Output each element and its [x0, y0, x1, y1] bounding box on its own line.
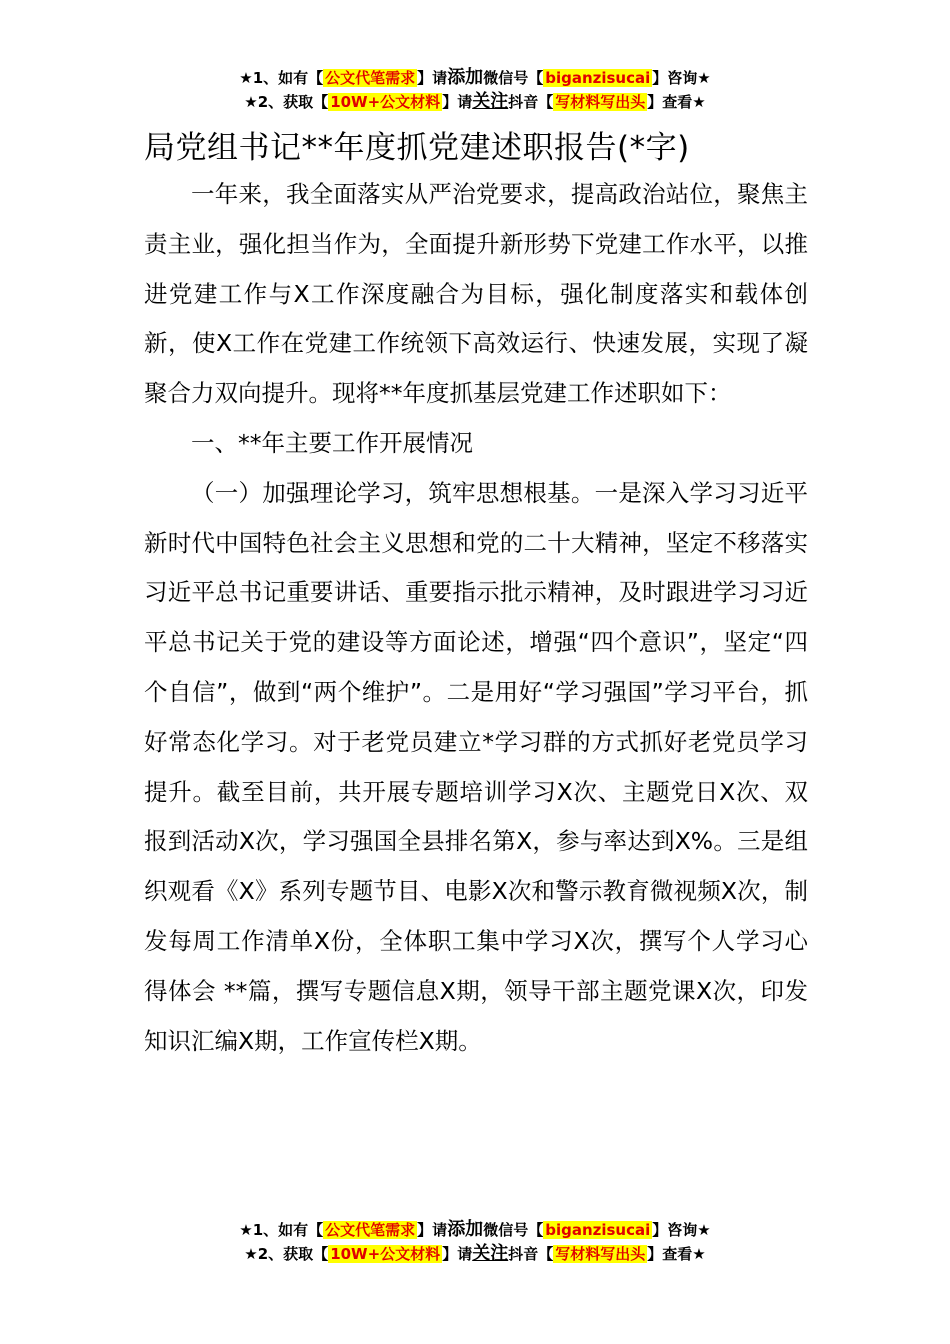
banner-wechat-id: biganzisucai	[545, 69, 651, 87]
banner-text: 微信号【	[483, 69, 544, 87]
document-body	[144, 170, 808, 1066]
banner-emphasis: 关注	[472, 1243, 509, 1264]
banner-text: ★2、获取【	[244, 93, 329, 111]
banner-text: 】咨询★	[652, 1221, 711, 1239]
banner-text: ★1、如有【	[239, 69, 324, 87]
banner-text: 】请	[417, 69, 448, 87]
banner-highlight: 10W+公文材料	[330, 1245, 441, 1263]
body-paragraph: （一）加强理论学习，筑牢思想根基。一是深入学习习近平新时代中国特色社会主义思想和党的二十大精神，坚定不移落实习近平总书记重要讲话、重要指示批示精神，及时跟进学习习近平总书记关于党的建设等方面论述，增强“四个意识”，坚定“四个自信”，做到“两个维护”。二是用好“学习强国”学习平台，抓好常态化学习。对于老党员建立*学习群的方式抓好老党员学习提升。截至目前，共开展专题培训学习X次、主题党日X次、双报到活动X次，学习强国全县排名第X，参与率达到X%。三是组织观看《X》系列专题节目、电影X次和警示教育微视频X次，制发每周工作清单X份，全体职工集中学习X次，撰写个人学习心得体会 **篇，撰写专题信息X期，领导干部主题党课X次，印发知识汇编X期，工作宣传栏X期。	[144, 478, 808, 1055]
banner-emphasis: 关注	[472, 91, 509, 112]
banner-emphasis: 添加	[447, 67, 484, 88]
banner-line-1	[0, 1218, 950, 1242]
banner-highlight: 写材料写出头	[555, 1245, 646, 1263]
banner-text: 】请	[417, 1221, 448, 1239]
banner-text: 】查看★	[647, 1245, 706, 1263]
section-heading: 一、**年主要工作开展情况	[191, 428, 473, 457]
banner-text: 抖音【	[508, 1245, 554, 1263]
banner-text: 】请	[442, 1245, 473, 1263]
banner-emphasis: 添加	[447, 1219, 484, 1240]
banner-text: 】咨询★	[652, 69, 711, 87]
banner-text: 】请	[442, 93, 473, 111]
top-banner	[0, 66, 950, 114]
banner-text: 微信号【	[483, 1221, 544, 1239]
bottom-banner	[0, 1218, 950, 1266]
document-title: 局党组书记**年度抓党建述职报告(*字)	[144, 130, 690, 166]
banner-highlight: 10W+公文材料	[330, 93, 441, 111]
banner-highlight: 写材料写出头	[555, 93, 646, 111]
banner-text: 】查看★	[647, 93, 706, 111]
banner-wechat-id: biganzisucai	[545, 1221, 651, 1239]
banner-text: 抖音【	[508, 93, 554, 111]
banner-line-1	[0, 66, 950, 90]
banner-text: ★1、如有【	[239, 1221, 324, 1239]
banner-highlight: 公文代笔需求	[325, 1221, 416, 1239]
banner-highlight: 公文代笔需求	[325, 69, 416, 87]
banner-text: ★2、获取【	[244, 1245, 329, 1263]
banner-line-2	[0, 1242, 950, 1266]
banner-line-2	[0, 90, 950, 114]
intro-paragraph: 一年来，我全面落实从严治党要求，提高政治站位，聚焦主责主业，强化担当作为，全面提升新形势下党建工作水平，以推进党建工作与X工作深度融合为目标，强化制度落实和载体创新，使X工作在党建工作统领下高效运行、快速发展，实现了凝聚合力双向提升。现将**年度抓基层党建工作述职如下：	[144, 180, 808, 408]
